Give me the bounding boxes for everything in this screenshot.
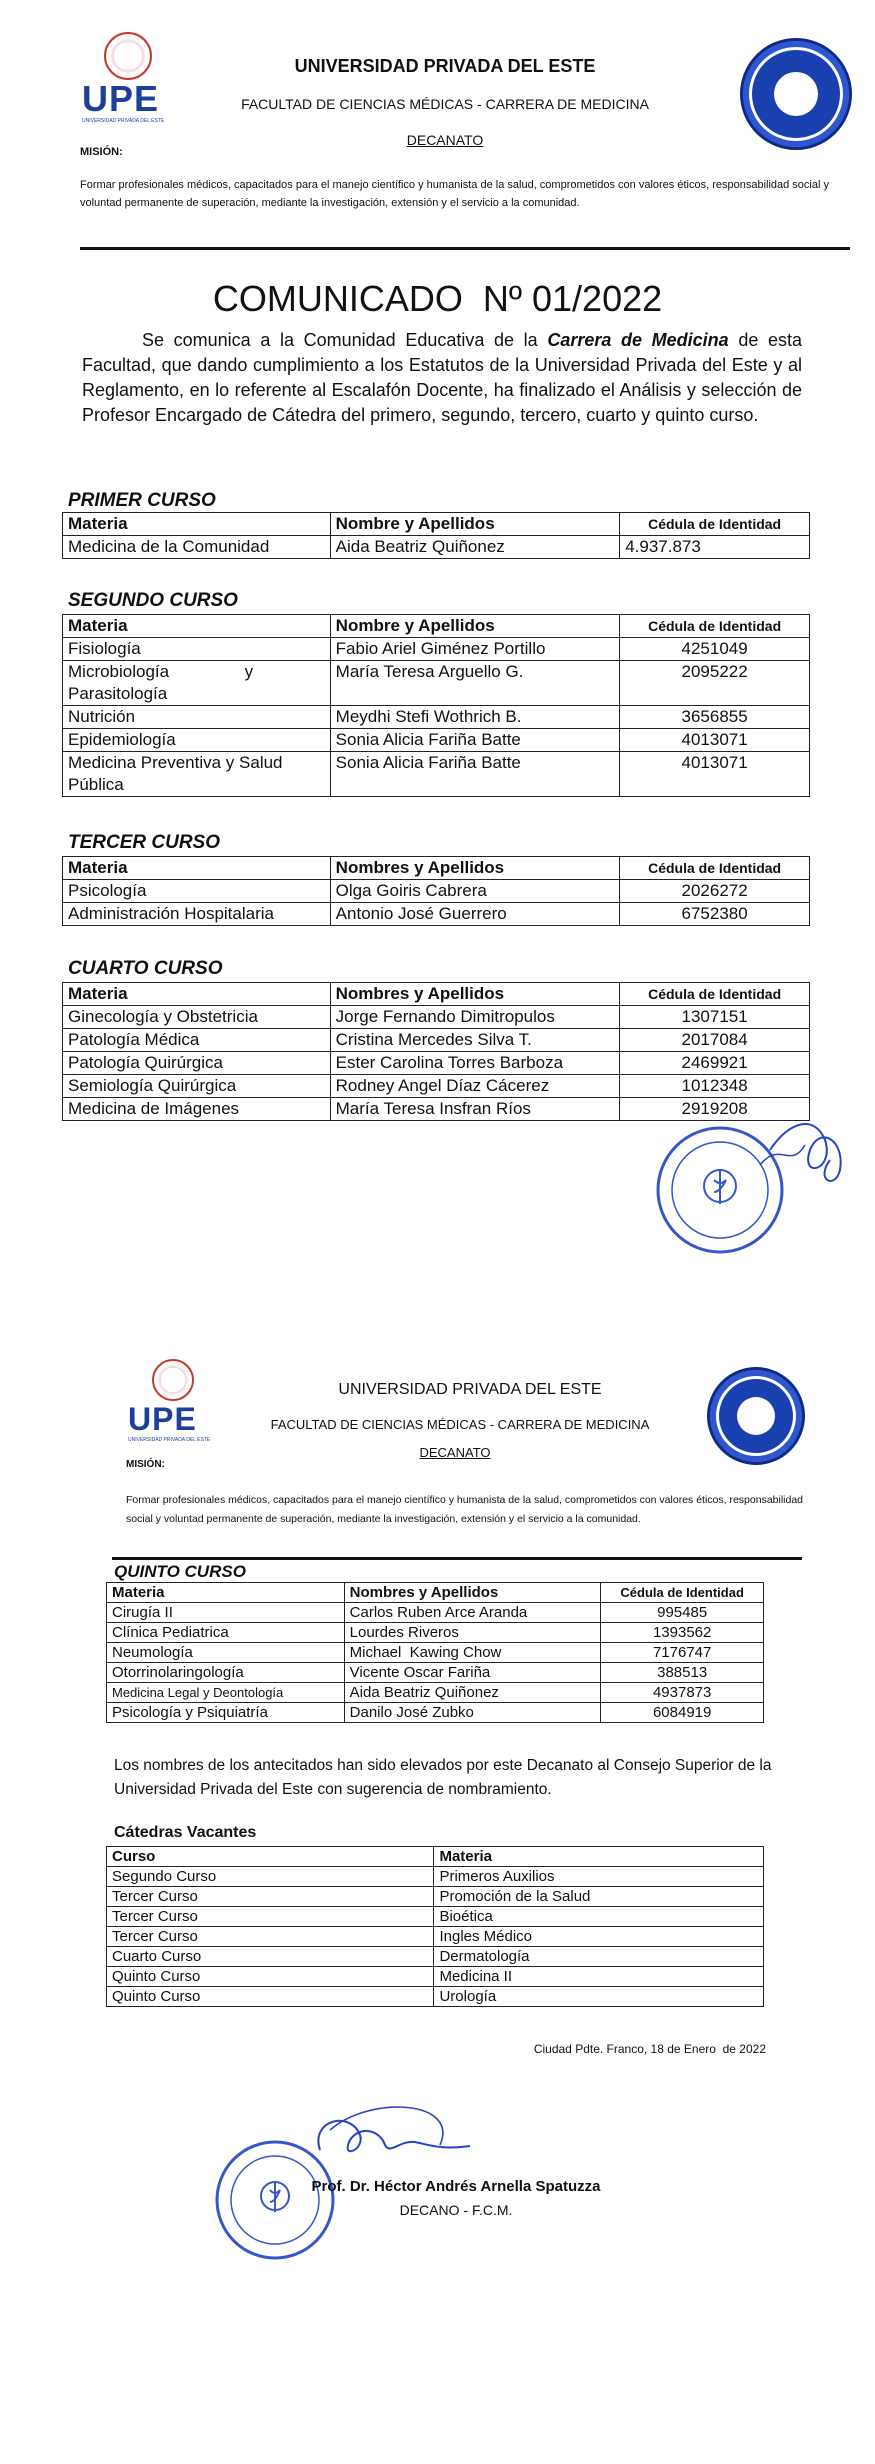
table-row [63, 729, 810, 752]
col-materia: Materia [63, 857, 331, 880]
mision-label: MISIÓN: [126, 1459, 165, 1470]
cell-cedula: 2919208 [620, 1098, 810, 1121]
cell-cedula: 1012348 [620, 1075, 810, 1098]
cell-nombre: María Teresa Insfran Ríos [330, 1098, 620, 1121]
intro-part2: de esta Facultad, que dando cumplimiento a los Estatutos de la Universidad Privada del Este y al Reglamento, en lo referente al Escalafón Docente, ha finalizado el Análisis y selección de Profesor Encargado de Cátedra del primero, segundo, tercero, cuarto y quinto curso. [82, 330, 803, 425]
dept-name: DECANATO [406, 132, 484, 148]
col-materia: Materia [63, 983, 331, 1006]
cell-nombre: Rodney Angel Díaz Cácerez [330, 1075, 620, 1098]
table-row [63, 880, 810, 903]
cell-curso: Quinto Curso [107, 1967, 434, 1987]
mision-text: Formar profesionales médicos, capacitados para el manejo científico y humanista de la salud, comprometidos con valores éticos, responsabilidad social y voluntad permanente de superación, mediante la investigación, extensión y el servicio a la comunidad. [80, 179, 829, 209]
table-row [63, 1029, 810, 1052]
table-header-row [63, 983, 810, 1006]
table-row [107, 1663, 764, 1683]
cell-nombre: Jorge Fernando Dimitropulos [330, 1006, 620, 1029]
cell-nombre: María Teresa Arguello G. [330, 661, 620, 706]
cell-materia: Medicina de la Comunidad [63, 536, 331, 559]
cell-nombre: Lourdes Riveros [344, 1623, 601, 1643]
col-materia: Materia [63, 615, 331, 638]
cell-materia: Patología Quirúrgica [63, 1052, 331, 1075]
section-title-quinto: QUINTO CURSO [114, 1562, 246, 1581]
cell-cedula: 2469921 [620, 1052, 810, 1075]
cell-cedula: 4013071 [620, 752, 810, 797]
cell-materia: Cirugía II [107, 1603, 345, 1623]
table-row [63, 638, 810, 661]
upe-logo: UPE [128, 1401, 197, 1437]
decanato-stamp-final [200, 2090, 500, 2260]
cell-materia: Medicina II [434, 1967, 764, 1987]
table-quinto-curso [106, 1582, 764, 1723]
cell-materia: Psicología [63, 880, 331, 903]
cell-nombre: Cristina Mercedes Silva T. [330, 1029, 620, 1052]
col-cedula: Cédula de Identidad [601, 1583, 764, 1603]
cell-cedula: 388513 [601, 1663, 764, 1683]
cell-nombre: Fabio Ariel Giménez Portillo [330, 638, 620, 661]
cell-materia: Fisiología [63, 638, 331, 661]
cell-materia: Microbiología y Parasitología [63, 661, 331, 706]
section-title-primer: PRIMER CURSO [68, 490, 216, 511]
section-title-tercer: TERCER CURSO [68, 832, 221, 853]
table-header-row [107, 1583, 764, 1603]
cell-curso: Tercer Curso [107, 1907, 434, 1927]
table-row [107, 1987, 764, 2007]
cell-curso: Tercer Curso [107, 1927, 434, 1947]
intro-paragraph [82, 328, 802, 428]
table-row [107, 1887, 764, 1907]
intro-part1: Se comunica a la Comunidad Educativa de la [142, 330, 548, 350]
cell-cedula: 1393562 [601, 1623, 764, 1643]
faculty-name: FACULTAD DE CIENCIAS MÉDICAS - CARRERA DE MEDICINA [270, 1417, 650, 1432]
page1-header [0, 0, 875, 260]
cell-cedula: 4.937.873 [620, 536, 810, 559]
col-nombre: Nombres y Apellidos [344, 1583, 601, 1603]
cell-cedula: 2095222 [620, 661, 810, 706]
page2-header [0, 1345, 875, 1560]
cell-materia: Bioética [434, 1907, 764, 1927]
signer-role: DECANO - F.C.M. [399, 2202, 513, 2218]
cell-cedula: 995485 [601, 1603, 764, 1623]
cell-cedula: 6084919 [601, 1703, 764, 1723]
cell-materia: Epidemiología [63, 729, 331, 752]
vacantes-title: Cátedras Vacantes [114, 1824, 257, 1841]
university-name: UNIVERSIDAD PRIVADA DEL ESTE [294, 56, 596, 76]
table-row [63, 1006, 810, 1029]
cell-nombre: Ester Carolina Torres Barboza [330, 1052, 620, 1075]
table-catedras-vacantes [106, 1846, 764, 2007]
col-materia: Materia [63, 513, 331, 536]
faculty-seal-icon [707, 1367, 805, 1465]
cell-nombre: Vicente Oscar Fariña [344, 1663, 601, 1683]
table-row [63, 752, 810, 797]
cell-materia: Dermatología [434, 1947, 764, 1967]
cell-nombre: Carlos Ruben Arce Aranda [344, 1603, 601, 1623]
col-cedula: Cédula de Identidad [620, 615, 810, 638]
cell-nombre: Sonia Alicia Fariña Batte [330, 729, 620, 752]
mision-text: Formar profesionales médicos, capacitados para el manejo científico y humanista de la salud, comprometidos con valores éticos, responsabilidad social y voluntad permanente de superación, mediante la investigación, extensión y el servicio a la comunidad. [126, 1494, 804, 1525]
table-row [107, 1643, 764, 1663]
cell-materia: Patología Médica [63, 1029, 331, 1052]
col-cedula: Cédula de Identidad [620, 983, 810, 1006]
table-row [107, 1867, 764, 1887]
cell-nombre: Danilo José Zubko [344, 1703, 601, 1723]
cell-nombre: Aida Beatriz Quiñonez [330, 536, 620, 559]
col-nombre: Nombre y Apellidos [330, 615, 620, 638]
table-row [63, 706, 810, 729]
intro-emphasis: Carrera de Medicina [547, 330, 729, 350]
cell-materia: Otorrinolaringología [107, 1663, 345, 1683]
upe-logo-tagline: UNIVERSIDAD PRIVADA DEL ESTE [128, 1437, 211, 1443]
cell-cedula: 6752380 [620, 903, 810, 926]
cell-materia: Medicina de Imágenes [63, 1098, 331, 1121]
table-row [63, 536, 810, 559]
cell-materia: Nutrición [63, 706, 331, 729]
place-date: Ciudad Pdte. Franco, 18 de Enero de 2022 [533, 2042, 766, 2056]
table-header-row [63, 857, 810, 880]
comunicado-title: COMUNICADO Nº 01/2022 [212, 278, 663, 319]
col-materia: Materia [107, 1583, 345, 1603]
cell-nombre: Meydhi Stefi Wothrich B. [330, 706, 620, 729]
col-nombre: Nombres y Apellidos [330, 983, 620, 1006]
table-header-row [63, 615, 810, 638]
faculty-name: FACULTAD DE CIENCIAS MÉDICAS - CARRERA DE MEDICINA [241, 96, 649, 112]
cell-materia: Psicología y Psiquiatría [107, 1703, 345, 1723]
upe-logo-tagline: UNIVERSIDAD PRIVADA DEL ESTE [82, 118, 165, 124]
cell-materia: Neumología [107, 1643, 345, 1663]
col-cedula: Cédula de Identidad [620, 513, 810, 536]
decanato-stamp-page1 [640, 1110, 860, 1260]
table-row [107, 1967, 764, 1987]
upe-logo: UPE [82, 78, 160, 119]
cell-materia: Ginecología y Obstetricia [63, 1006, 331, 1029]
cell-cedula: 2017084 [620, 1029, 810, 1052]
table-row [107, 1927, 764, 1947]
cell-materia: Administración Hospitalaria [63, 903, 331, 926]
cell-curso: Quinto Curso [107, 1987, 434, 2007]
header-divider [112, 1557, 802, 1560]
col-nombre: Nombre y Apellidos [330, 513, 620, 536]
table-row [63, 903, 810, 926]
cell-materia: Promoción de la Salud [434, 1887, 764, 1907]
cell-cedula: 2026272 [620, 880, 810, 903]
table-row [63, 1075, 810, 1098]
cell-materia: Semiología Quirúrgica [63, 1075, 331, 1098]
table-row [107, 1947, 764, 1967]
cell-cedula: 3656855 [620, 706, 810, 729]
table-row [107, 1907, 764, 1927]
table-row [107, 1703, 764, 1723]
faculty-seal-icon [740, 38, 852, 150]
header-divider [80, 247, 850, 250]
cell-cedula: 4251049 [620, 638, 810, 661]
university-crest-icon [104, 32, 152, 80]
col-nombre: Nombres y Apellidos [330, 857, 620, 880]
col-cedula: Cédula de Identidad [620, 857, 810, 880]
cell-materia: Primeros Auxilios [434, 1867, 764, 1887]
table-row [107, 1683, 764, 1703]
section-title-segundo: SEGUNDO CURSO [68, 590, 238, 611]
col-materia: Materia [434, 1847, 764, 1867]
cell-cedula: 4013071 [620, 729, 810, 752]
signer-name: Prof. Dr. Héctor Andrés Arnella Spatuzza [311, 2178, 601, 2195]
dept-name: DECANATO [419, 1445, 491, 1460]
cell-cedula: 7176747 [601, 1643, 764, 1663]
table-row [63, 1052, 810, 1075]
cell-materia: Ingles Médico [434, 1927, 764, 1947]
cell-materia: Medicina Legal y Deontología [107, 1683, 345, 1703]
cell-nombre: Olga Goiris Cabrera [330, 880, 620, 903]
university-crest-icon [152, 1359, 194, 1401]
mision-label: MISIÓN: [80, 146, 123, 158]
cell-curso: Cuarto Curso [107, 1947, 434, 1967]
cell-materia: Clínica Pediatrica [107, 1623, 345, 1643]
cell-nombre: Aida Beatriz Quiñonez [344, 1683, 601, 1703]
cell-nombre: Sonia Alicia Fariña Batte [330, 752, 620, 797]
cell-cedula: 4937873 [601, 1683, 764, 1703]
table-tercer-curso [62, 856, 810, 926]
university-name: UNIVERSIDAD PRIVADA DEL ESTE [338, 1381, 602, 1398]
cell-nombre: Antonio José Guerrero [330, 903, 620, 926]
col-curso: Curso [107, 1847, 434, 1867]
cell-nombre: Michael Kawing Chow [344, 1643, 601, 1663]
nomination-note: Los nombres de los antecitados han sido elevados por este Decanato al Consejo Superior de la Universidad Privada del Este con sugerencia de nombramiento. [114, 1757, 772, 1798]
cell-curso: Segundo Curso [107, 1867, 434, 1887]
table-segundo-curso [62, 614, 810, 797]
table-primer-curso [62, 512, 810, 559]
section-title-cuarto: CUARTO CURSO [68, 958, 223, 979]
table-row [107, 1623, 764, 1643]
cell-materia: Urología [434, 1987, 764, 2007]
table-cuarto-curso [62, 982, 810, 1121]
table-header-row [63, 513, 810, 536]
cell-materia: Medicina Preventiva y Salud Pública [63, 752, 331, 797]
table-row [107, 1603, 764, 1623]
cell-cedula: 1307151 [620, 1006, 810, 1029]
cell-curso: Tercer Curso [107, 1887, 434, 1907]
table-row [63, 661, 810, 706]
table-header-row [107, 1847, 764, 1867]
